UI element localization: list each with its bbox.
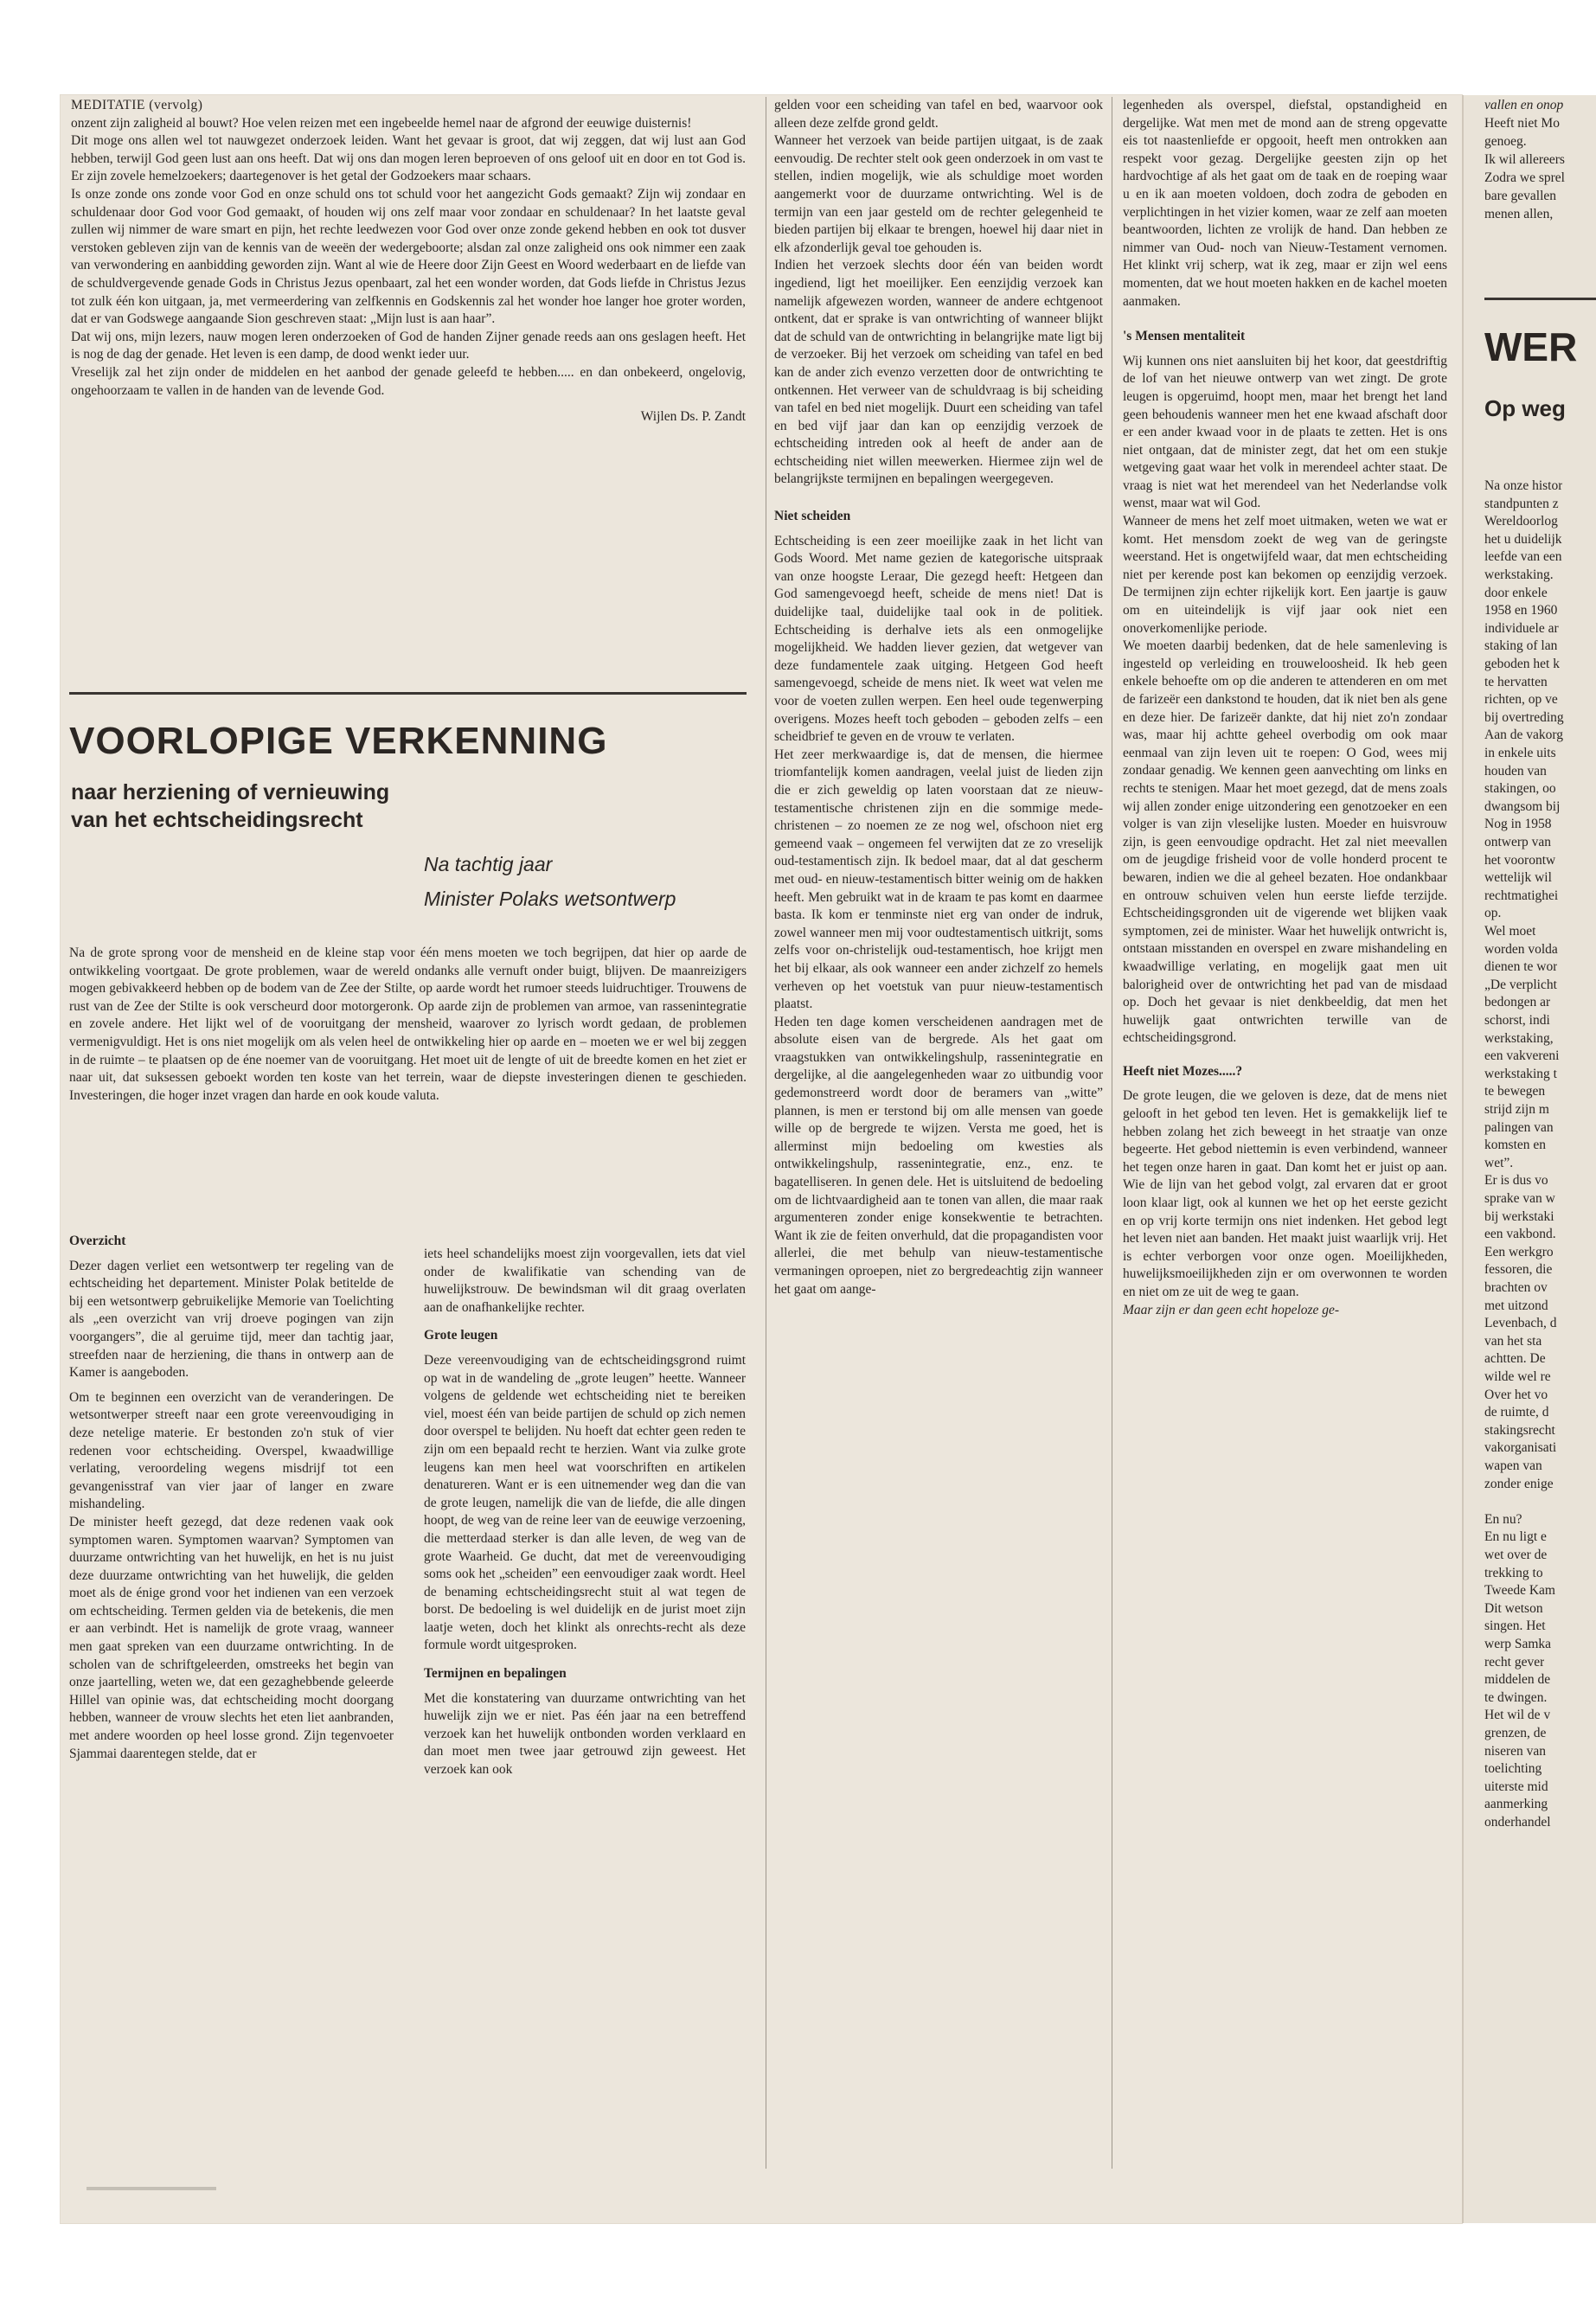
fragment-line: een vakbond. xyxy=(1484,1227,1556,1242)
fragment-line: schorst, indi xyxy=(1484,1013,1550,1028)
column-paragraph: iets heel schandelijks moest zijn voorgevallen, iets dat viel onder de kwalifikatie van schending van de huwelijkstrouw. De bewindsman wil dit graag overlaten aan de onafhankelijke rechter. xyxy=(424,1247,746,1315)
heading-mozes: Heeft niet Mozes.....? xyxy=(1123,1063,1243,1079)
fragment-line: aanmerking xyxy=(1484,1797,1548,1812)
article-tagline-line1: Na tachtig jaar xyxy=(424,853,553,875)
print-smudge xyxy=(87,2187,216,2190)
heading-mentaliteit: 's Mensen mentaliteit xyxy=(1123,329,1246,344)
fragment-line: geboden het k xyxy=(1484,657,1560,671)
article-subtitle-line2: van het echtscheidingsrecht xyxy=(71,808,363,832)
fragment-line: middelen de xyxy=(1484,1672,1551,1688)
fragment-line: singen. Het xyxy=(1484,1618,1546,1634)
fragment-line: stakingen, oo xyxy=(1484,781,1556,797)
fragment-line: Heeft niet Mo xyxy=(1484,116,1560,131)
fragment-line: wapen van xyxy=(1484,1458,1542,1473)
fragment-line: bij werkstaki xyxy=(1484,1208,1554,1224)
fragment-line: 1958 en 1960 xyxy=(1484,603,1558,619)
column-paragraph: Wij kunnen ons niet aansluiten bij het koor, dat geestdriftig de lof van het nieuwe ontwerp van wet zingt. De grote leugen is opgeruimd, hoopt men, maar het brengt het land geen behoudenis wanneer men het ene kwaad afschaft door er een ander kwaad voor in de plaats te zetten. Het is ons niet ontgaan, dat de minister zegt, dat het om een stukje wetgeving gaat waar het volk in merendeel achter staat. De vraag is niet wat het merendeel van het Nederlandse volk wenst, maar wat wil God. xyxy=(1123,353,1447,511)
fragment-line: Ik wil allereers xyxy=(1484,152,1565,167)
column-paragraph: Indien het verzoek slechts door één van beiden wordt ingediend, ligt het moeilijker. Een eenzijdig verzoek kan namelijk afgewezen worden, wanneer de andere echtgenoot ontkent, dat er sprake is van ontwrichting of wanneer blijkt dat de schuld van de ontwrichting in belangrijke mate ligt bij de verzoeker. Bij het verzoek om scheiding van tafel en bed kan de ander zich evenzo verzetten door de ontwrichting te ontkennen. Het verweer van de schuldvraag is bij scheiding van tafel en bed niet mogelijk. Duurt een scheiding van tafel en bed vijf jaar dan kan op eenzijdig verzoek de echtscheiding intreden ook al heeft de ander aan de echtscheiding niet willen meewerken. Hiermee zijn wel de belangrijkste termijnen en bepalingen weergegeven. xyxy=(774,258,1103,487)
fragment-line: werp Samka xyxy=(1484,1637,1552,1651)
fragment-line: genoeg. xyxy=(1484,134,1527,149)
fragment-line: toelichting xyxy=(1484,1761,1542,1777)
fragment-line: van het sta xyxy=(1484,1333,1542,1349)
fragment-line: Wereldoorlog xyxy=(1484,514,1558,529)
fragment-line: de ruimte, d xyxy=(1484,1405,1549,1420)
heading-termijnen: Termijnen en bepalingen xyxy=(424,1666,567,1682)
fragment-line: wilde wel re xyxy=(1484,1369,1551,1384)
fragment-subtitle: Op weg xyxy=(1484,395,1566,421)
fragment-line: houden van xyxy=(1484,763,1547,779)
fragment-line: werkstaking t xyxy=(1484,1066,1557,1081)
article-column-1 xyxy=(69,1233,394,1763)
fragment-line: werkstaking, xyxy=(1484,1030,1554,1046)
fragment-line: Een werkgro xyxy=(1484,1244,1554,1259)
fragment-line: Nog in 1958 xyxy=(1484,817,1552,832)
column-paragraph: Echtscheiding is een zeer moeilijke zaak in het licht van Gods Woord. Met name gezien de kategorische uitspraak van onze hoogste Leraar, Die gezegd heeft: Hetgeen dan God samengevoegd heeft, scheide de mens niet! Dat is duidelijke taal, duidelijke taal ook in de politiek. Echtscheiding is derhalve iets als een onmogelijke mogelijkheid. We hadden liever gezien, dat wetgever van deze fundamentele zaak uitging. Hetgeen God heeft samengevoegd, scheide de mens niet. Ik weet wat velen me voor de voeten zullen werpen. Een heel oude tegenwerping overigens. Mozes heeft toch geboden – geboden zelfs – een scheidbrief te geven en de vrouw te verlaten. xyxy=(774,533,1103,745)
article-subtitle-line1: naar herziening of vernieuwing xyxy=(71,780,390,804)
meditatie-paragraph: Dat wij ons, mijn lezers, nauw mogen leren onderzoeken of God de handen Zijner genade reeds aan ons geslagen heeft. Het is nog de dag der genade. Het leven is een damp, de dood wenkt ieder uur. xyxy=(71,329,746,362)
column-paragraph: We moeten daarbij bedenken, dat de hele samenleving is ingesteld op verleiding en trouweloosheid. Ik heb geen enkele behoefte om op die anderen te attenderen en om met de farizeër een dankstond te houden, dat ik niet ben als gene en deze hier. De farizeër dankte, dat hij niet zo'n zondaar was, maar hij achtte geheel overbodig om ook maar eenmaal van zijn leven uit te roepen: O God, wees mij zondaar genadig. We kennen geen aanvechting om links en rechts te stenigen. Maar het moet gezegd, dat de mens zoals wij allen zonder enige uitzondering een genotzoeker en een volger is van zijn vleselijke lusten. Moeder en huisvrouw zijn, is geen eenvoudige opdracht. Het zal niet meevallen om de jeugdige frisheid voor de volle honderd procent te bewaren, indien we die al geheel bezaten. Hoe ondankbaar en ontrouw schuiven velen hun eerste liefde terzijde. Echtscheidingsgronden uit de vigerende wet blijken vaak symptomen, zei de minister. Waar het huwelijk ontwricht is, ontstaan misstanden en overspel en zware mishandeling en kwaadwillige verlating, en mogelijk gaat men uit balorigheid over de ontwrichting het pad van de misdaad op. Doch het gevaar is niet denkbeeldig, dat men het huwelijk gaat ontwrichten terwille van de echtscheidingsgrond. xyxy=(1123,638,1447,1046)
heading-grote-leugen: Grote leugen xyxy=(424,1328,498,1343)
fragment-line: te dwingen. xyxy=(1484,1689,1548,1705)
fragment-line: wet”. xyxy=(1484,1155,1514,1170)
fragment-line: op. xyxy=(1484,906,1502,921)
fragment-line: individuele ar xyxy=(1484,620,1559,636)
column-paragraph: Wanneer de mens het zelf moet uitmaken, weten we wat er komt. Het mensdom zoekt de weg van de geringste weerstand. Het is ongetwijfeld waar, dat men echtscheiding niet per kerende post kan bekomen op eenzijdig verzoek. De termijnen zijn echter rijkelijk kort. Een jaartje is gauw om en uiteindelijk is vijf jaar ook niet een onoverkomenlijke periode. xyxy=(1123,514,1447,636)
fragment-line: grenzen, de xyxy=(1484,1726,1547,1740)
fragment-line: komsten en xyxy=(1484,1138,1547,1153)
heading-niet-scheiden: Niet scheiden xyxy=(774,509,851,524)
meditatie-paragraph: Dit moge ons allen wel tot nauwgezet onderzoek leiden. Want het gevaar is groot, dat wij zeggen, dat wij lust aan God hebben, terwijl God geen lust aan ons heeft. Dat wij ons dan mogen leren beproeven of ons geloof uit en door en tot God is. Er zijn zovele hemelzoekers; daartegenover is het getal der Godzoekers maar schaars. xyxy=(71,133,746,184)
column-paragraph: Heden ten dage komen verscheidenen aandragen met de absolute eisen van de bergrede. Als het gaat om vraagstukken van ontwikkelingshulp, rassenintegratie en dergelijke, al die aangelegenheden waar zo uitbundig voor gedemonstreerd wordt door de beramers van „witte” plannen, is men er terstond bij om alle mensen van goede wille op de bergrede te wijzen. Versta me goed, het is allerminst mijn bedoeling om kwesties als ontwikkelingshulp, rassenintegratie, enz., enz. te bagatelliseren. In genen dele. Het is uitsluitend de bedoeling om de lichtvaardigheid aan te tonen van allen, die maar raak argumenteren zonder enige konsekwentie te betrachten. Want ik zie de feiten onverhuld, dat die propagandisten voor allerlei, die met behulp van nieuw-testamentische vermaningen oproepen, niet zo bergredeachtig zijn wanneer het gaat om aange- xyxy=(774,1014,1103,1297)
fragment-line: vallen en onop xyxy=(1484,98,1564,112)
fragment-line: wet over de xyxy=(1484,1548,1548,1562)
fragment-line: uiterste mid xyxy=(1484,1779,1548,1794)
column-paragraph: Deze vereenvoudiging van de echtscheidingsgrond ruimt op wat in de wandeling de „grote leugen” heette. Wanneer volgens de geldende wet echtscheiding niet te bereiken viel, moest één van beide partijen de schuld op zich nemen door overspel te belijden. Nu hoeft dat echter geen reden te zijn om een bepaald recht te herzien. Want via zulke grote leugens kan men heel wat voorschriften en artikelen denatureren. Want er is een uitnemender weg dan die van de grote leugen, namelijk die van de liefde, die alle dingen hoopt, de weg van de reine leer van de eeuwige verzoening, die metterdaad sterker is dan alle leven, de weg van de grote Waarheid. Ge ducht, dat met de vereenvoudiging soms ook het „scheiden” een eenvoudiger zaak wordt. Heel de benaming echtscheidingsrecht stuit al wat tegen de borst. De bedoeling is wel duidelijk en de jurist moet zijn laatje weten, doch het klinkt als onrechts-recht als deze formule wordt uitgesproken. xyxy=(424,1352,746,1653)
meditatie-section xyxy=(71,97,746,426)
meditatie-paragraph: Is onze zonde ons zonde voor God en onze schuld ons tot schuld voor het aangezicht Gods gemaakt? Zijn wij zondaar en schuldenaar door God voor God gemaakt, of houden wij ons zelf maar voor zondaar en schuldenaar? In het laatste geval zullen wij nimmer de ware smart en pijn, het rechte leedwezen voor God over onze zonde gekend hebben en ook tot dusver verstoken gebleven zijn van de kennis van de weeën der wedergeboorte; alsdan zal onze zaligheid ons ook nimmer een zaak van verwondering en aanbidding geworden zijn. Want al wie de Heere door Zijn Geest en Woord wederbaart en de liefde van de schuldvergevende genade Gods in Christus Jezus openbaart, zal het een wonder worden, dat Gods liefde in Christus Jezus tot zulk één kon uitgaan, ja, met vermeerdering van zelfkennis en Godskennis zal het wonder hoe langer hoe groter worden, dat er van Godswege aangaande Sion geschreven staat: „Mijn lust is aan haar”. xyxy=(71,186,746,327)
fragment-line: achtten. De xyxy=(1484,1351,1546,1367)
fragment-line: zonder enige xyxy=(1484,1476,1554,1491)
fragment-line: het u duidelijk xyxy=(1484,531,1562,547)
fragment-line: onderhandel xyxy=(1484,1815,1551,1830)
fragment-line: staking of lan xyxy=(1484,638,1558,654)
fragment-line: dienen te wor xyxy=(1484,959,1558,975)
article-tagline-line2: Minister Polaks wetsontwerp xyxy=(424,888,676,910)
fragment-line: Levenbach, d xyxy=(1484,1316,1557,1331)
fragment-line: En nu? xyxy=(1484,1511,1522,1527)
fragment-line: ontwerp van xyxy=(1484,835,1552,849)
fragment-line: bare gevallen xyxy=(1484,189,1557,203)
fragment-line: vakorganisati xyxy=(1484,1440,1557,1456)
fragment-line: strijd zijn m xyxy=(1484,1102,1549,1117)
fragment-line: „De verplicht xyxy=(1484,977,1557,992)
column-paragraph: Maar zijn er dan geen echt hopeloze ge- xyxy=(1123,1302,1340,1317)
fragment-line: fessoren, die xyxy=(1484,1262,1553,1278)
fragment-line: bij overtreding xyxy=(1484,709,1564,725)
fragment-line: sprake van w xyxy=(1484,1191,1555,1206)
fragment-line: En nu ligt e xyxy=(1484,1529,1547,1545)
fragment-line: trekking to xyxy=(1484,1565,1543,1580)
fragment-line: dwangsom bij xyxy=(1484,798,1561,814)
fragment-line: brachten ov xyxy=(1484,1280,1548,1295)
fragment-line: worden volda xyxy=(1484,941,1558,957)
column-paragraph: Het zeer merkwaardige is, dat de mensen, die hiermee triomfantelijk komen aandragen, veelal juist de lieden zijn die er zich geweldig op laten voorstaan dat ze nieuw-testamentische christenen zijn en die sommige mede-christenen – zo noemen ze ze nog wel, ofschoon niet erg gemeend vaak – ongemeen fel verwijten dat ze zo vreselijk oud-testamentisch zijn. Ik bedoel maar, dat al dat gescherm met oud- en nieuw-testamentisch bitter weinig om de hakken heeft. Men gebruikt wat in de kraam te pas komt en daarmee basta. Ik kom er tenminste niet erg van onder de indruk, zowel wanneer men mij voor oudtestamentisch uitkrijt, soms zelfs voor on-christelijk oud-testamentisch, hoe krijgt men het bij elkaar, als ook wanneer een ander zichzelf zo hemels verheven op het voetstuk van puur nieuw-testamentisch plaatst. xyxy=(774,747,1103,1012)
fragment-line: werkstaking. xyxy=(1484,567,1554,582)
fragment-line: menen allen, xyxy=(1484,207,1554,221)
fragment-line: bedongen ar xyxy=(1484,995,1551,1010)
article-title: VOORLOPIGE VERKENNING xyxy=(69,720,608,762)
fragment-divider xyxy=(1484,298,1596,300)
fragment-line: Het wil de v xyxy=(1484,1708,1551,1723)
fragment-line: rechtmatighei xyxy=(1484,888,1559,903)
fragment-line: het voorontw xyxy=(1484,852,1556,868)
article-column-4 xyxy=(1123,97,1447,1319)
column-paragraph: De minister heeft gezegd, dat deze redenen vaak ook symptomen waren. Symptomen waarvan? Symptomen van duurzame ontwrichting van het huwelijk, en het is nu juist deze duurzame ontwrichting van het huwelijk, die gelden moet als de énige grond voor het indienen van een verzoek om echtscheiding. Termen gelden via de betekenis, die men er aan verbindt. Het is namelijk de grote vraag, wanneer men gaat spreken van een duurzame ontwrichting. In de scholen van de schriftgeleerden, omstreeks het begin van onze jaartelling, weten we, dat een gezaghebbende geleerde Hillel van opinie was, dat echtscheiding mocht doorgang hebben, wanneer de vrouw slechts het eten liet aanbranden, met andere woorden op heel losse grond. Zijn tegenvoeter Sjammai daarentegen stelde, dat er xyxy=(69,1514,394,1761)
article-column-2 xyxy=(424,1246,746,1779)
fragment-line: Tweede Kam xyxy=(1484,1583,1555,1599)
fragment-line: richten, op ve xyxy=(1484,692,1558,708)
meditatie-header: MEDITATIE (vervolg) xyxy=(71,98,203,112)
heading-overzicht: Overzicht xyxy=(69,1234,126,1248)
column-paragraph: gelden voor een scheiding van tafel en bed, waarvoor ook alleen deze zelfde grond geldt. xyxy=(774,98,1103,131)
fragment-line: te bewegen xyxy=(1484,1084,1546,1099)
fragment-line: palingen van xyxy=(1484,1119,1554,1135)
fragment-line: leefde van een xyxy=(1484,549,1562,565)
fragment-line: Aan de vakorg xyxy=(1484,727,1563,743)
fragment-line: een vakvereni xyxy=(1484,1048,1560,1064)
column-paragraph: Om te beginnen een overzicht van de veranderingen. De wetsontwerper streeft naar een grote vereenvoudiging in deze netelige materie. Er bestonden zo'n stuk of vier redenen voor echtscheiding. Overspel, kwaadwillige verlating, veroordeling wegens misdrijf tot een gevangenisstraf van vier jaar of langer en zware mishandeling. xyxy=(69,1389,394,1512)
fragment-line: in enkele uits xyxy=(1484,746,1556,760)
fragment-line: Dit wetson xyxy=(1484,1600,1543,1616)
article-column-3 xyxy=(774,97,1103,1298)
fragment-line: Na onze histor xyxy=(1484,478,1563,493)
column-paragraph: De grote leugen, die we geloven is deze, dat de mens niet gelooft in het gebod ten leven. Het is gemakkelijk lief te hebben zolang het zich beweegt in het straatje van onze begeerte. Het gebod niettemin is even verbindend, wanneer het tegen onze haren in gaat. Dan komt het er juist op aan. Wie de lijn van het gebod volgt, zal ervaren dat er groot loon klaar ligt, ook al kunnen we het op het eerste gezicht en op vrij korte termijn ons niet indenken. Het gebod legt het leven niet aan banden. Het maakt juist waarlijk vrij. Het is echter verborgen voor onze ogen. Moeilijkheden, huwelijksmoeilijkheden zijn er om overwonnen te worden en niet om ze uit de weg te gaan. xyxy=(1123,1088,1447,1299)
meditatie-paragraph: onzent zijn zaligheid al bouwt? Hoe velen reizen met een ingebeelde hemel naar de afgrond der eeuwige duisternis! xyxy=(71,115,692,131)
fragment-line: Er is dus vo xyxy=(1484,1173,1548,1189)
fragment-line: Over het vo xyxy=(1484,1387,1548,1402)
intro-paragraph: Na de grote sprong voor de mensheid en de kleine stap voor één mens moeten we toch begrijpen, dat hier op aarde de ontwikkeling voortgaat. De grote problemen, waar de wereld ondanks alle vernuft onder buigt, blijven. De maanreizigers mogen gebivakkeerd hebben op de bodem van de Zee der Stilte, op aarde wordt het rumoer steeds luidruchtiger. Trouwens de rust van de Zee der Stilte is ook verscheurd door motorgeronk. Op aarde zijn de problemen van armoe, van rassenintegratie en zovele andere. Het lijkt wel of de vooruitgang der mensheid, waarover zo lyrisch wordt gedaan, de problemen vermenigvuldigt. Het is ons niet mogelijk om als velen heel de ontwikkeling hier op aarde en – moeten we er wel bij zeggen in de ruimte – te plaatsen op de éne noemer van de vooruitgang. Het moet uit de lengte of uit de breedte komen en het ziet er naar uit, dat suksessen geboekt worden ten koste van het terrein, waar de diepste investeringen dienen te geschieden. Investeringen, die hoger inzet vragen dan harde en ook koude valuta. xyxy=(69,945,747,1103)
column-paragraph: Met die konstatering van duurzame ontwrichting van het huwelijk zijn we er niet. Pas één jaar na een betreffend verzoek kan het huwelijk ontbonden worden verklaard en dan moet men twee jaar getrouwd zijn geweest. Het verzoek kan ook xyxy=(424,1690,746,1778)
meditatie-attribution: Wijlen Ds. P. Zandt xyxy=(640,409,746,425)
fragment-line: standpunten z xyxy=(1484,496,1559,511)
section-divider xyxy=(69,692,747,695)
fragment-title: WER xyxy=(1484,324,1578,369)
fragment-line: door enkele xyxy=(1484,585,1548,600)
column-paragraph: legenheden als overspel, diefstal, opstandigheid en dergelijke. Wat men met de mond aan de streng opgevatte eis tot naastenliefde er opgooit, heeft men ontrokken aan respekt voor gezag. Dergelijke geesten zijn op het hardvochtige af als het gaat om de taak en de roeping waar u en ik aan moeten voldoen, doch zodra de geboden en verplichtingen in het vizier komen, waar ze zelf aan moeten beantwoorden, lichten ze vrolijk de hand. Dan hebben ze nimmer van Oud- noch van Nieuw-Testament vernomen. Het klinkt vrij scherp, wat ik zeg, maar er zijn wel eens momenten, dat we hout moeten hakken en de kachel moeten aanmaken. xyxy=(1123,98,1447,309)
fragment-line: niseren van xyxy=(1484,1743,1547,1759)
fragment-line: stakingsrecht xyxy=(1484,1422,1555,1438)
article-intro xyxy=(69,945,747,1105)
adjacent-page-fragment xyxy=(1484,97,1596,2208)
fragment-line: Wel moet xyxy=(1484,924,1536,939)
fragment-line: Zodra we sprel xyxy=(1484,170,1565,185)
column-paragraph: Wanneer het verzoek van beide partijen uitgaat, is de zaak eenvoudig. De rechter stelt ook geen onderzoek in om vast te stellen, indien mogelijk, wie als schuldige moet worden aangemerkt voor de duurzame ontwrichting. Wel is de termijn van een jaar gesteld om de rechter gelegenheid te bieden partijen bij elkaar te brengen, hoewel hij daar niet in elk afzonderlijk geval toe gehouden is. xyxy=(774,133,1103,255)
fragment-line: met uitzond xyxy=(1484,1298,1548,1313)
fragment-line: recht gever xyxy=(1484,1654,1545,1670)
fragment-line: wettelijk wil xyxy=(1484,870,1552,886)
meditatie-paragraph: Vreselijk zal het zijn onder de middelen en het aanbod der genade geleefd te hebben..... en dan onbekeerd, ongelovig, ongehoorzaam te vallen in de handen van de levende God. xyxy=(71,364,746,398)
fragment-line: te hervatten xyxy=(1484,674,1548,689)
column-paragraph: Dezer dagen verliet een wetsontwerp ter regeling van de echtscheiding het departement. Minister Polak betitelde de bij een wetsontwerp gebruikelijke Memorie van Toelichting als „een overzicht van vrij droeve pogingen van zijn voorgangers”, die al geruime tijd, meer dan tachtig jaar, streefden naar de herziening, die thans in ontwerp aan de Kamer is aangeboden. xyxy=(69,1258,394,1381)
